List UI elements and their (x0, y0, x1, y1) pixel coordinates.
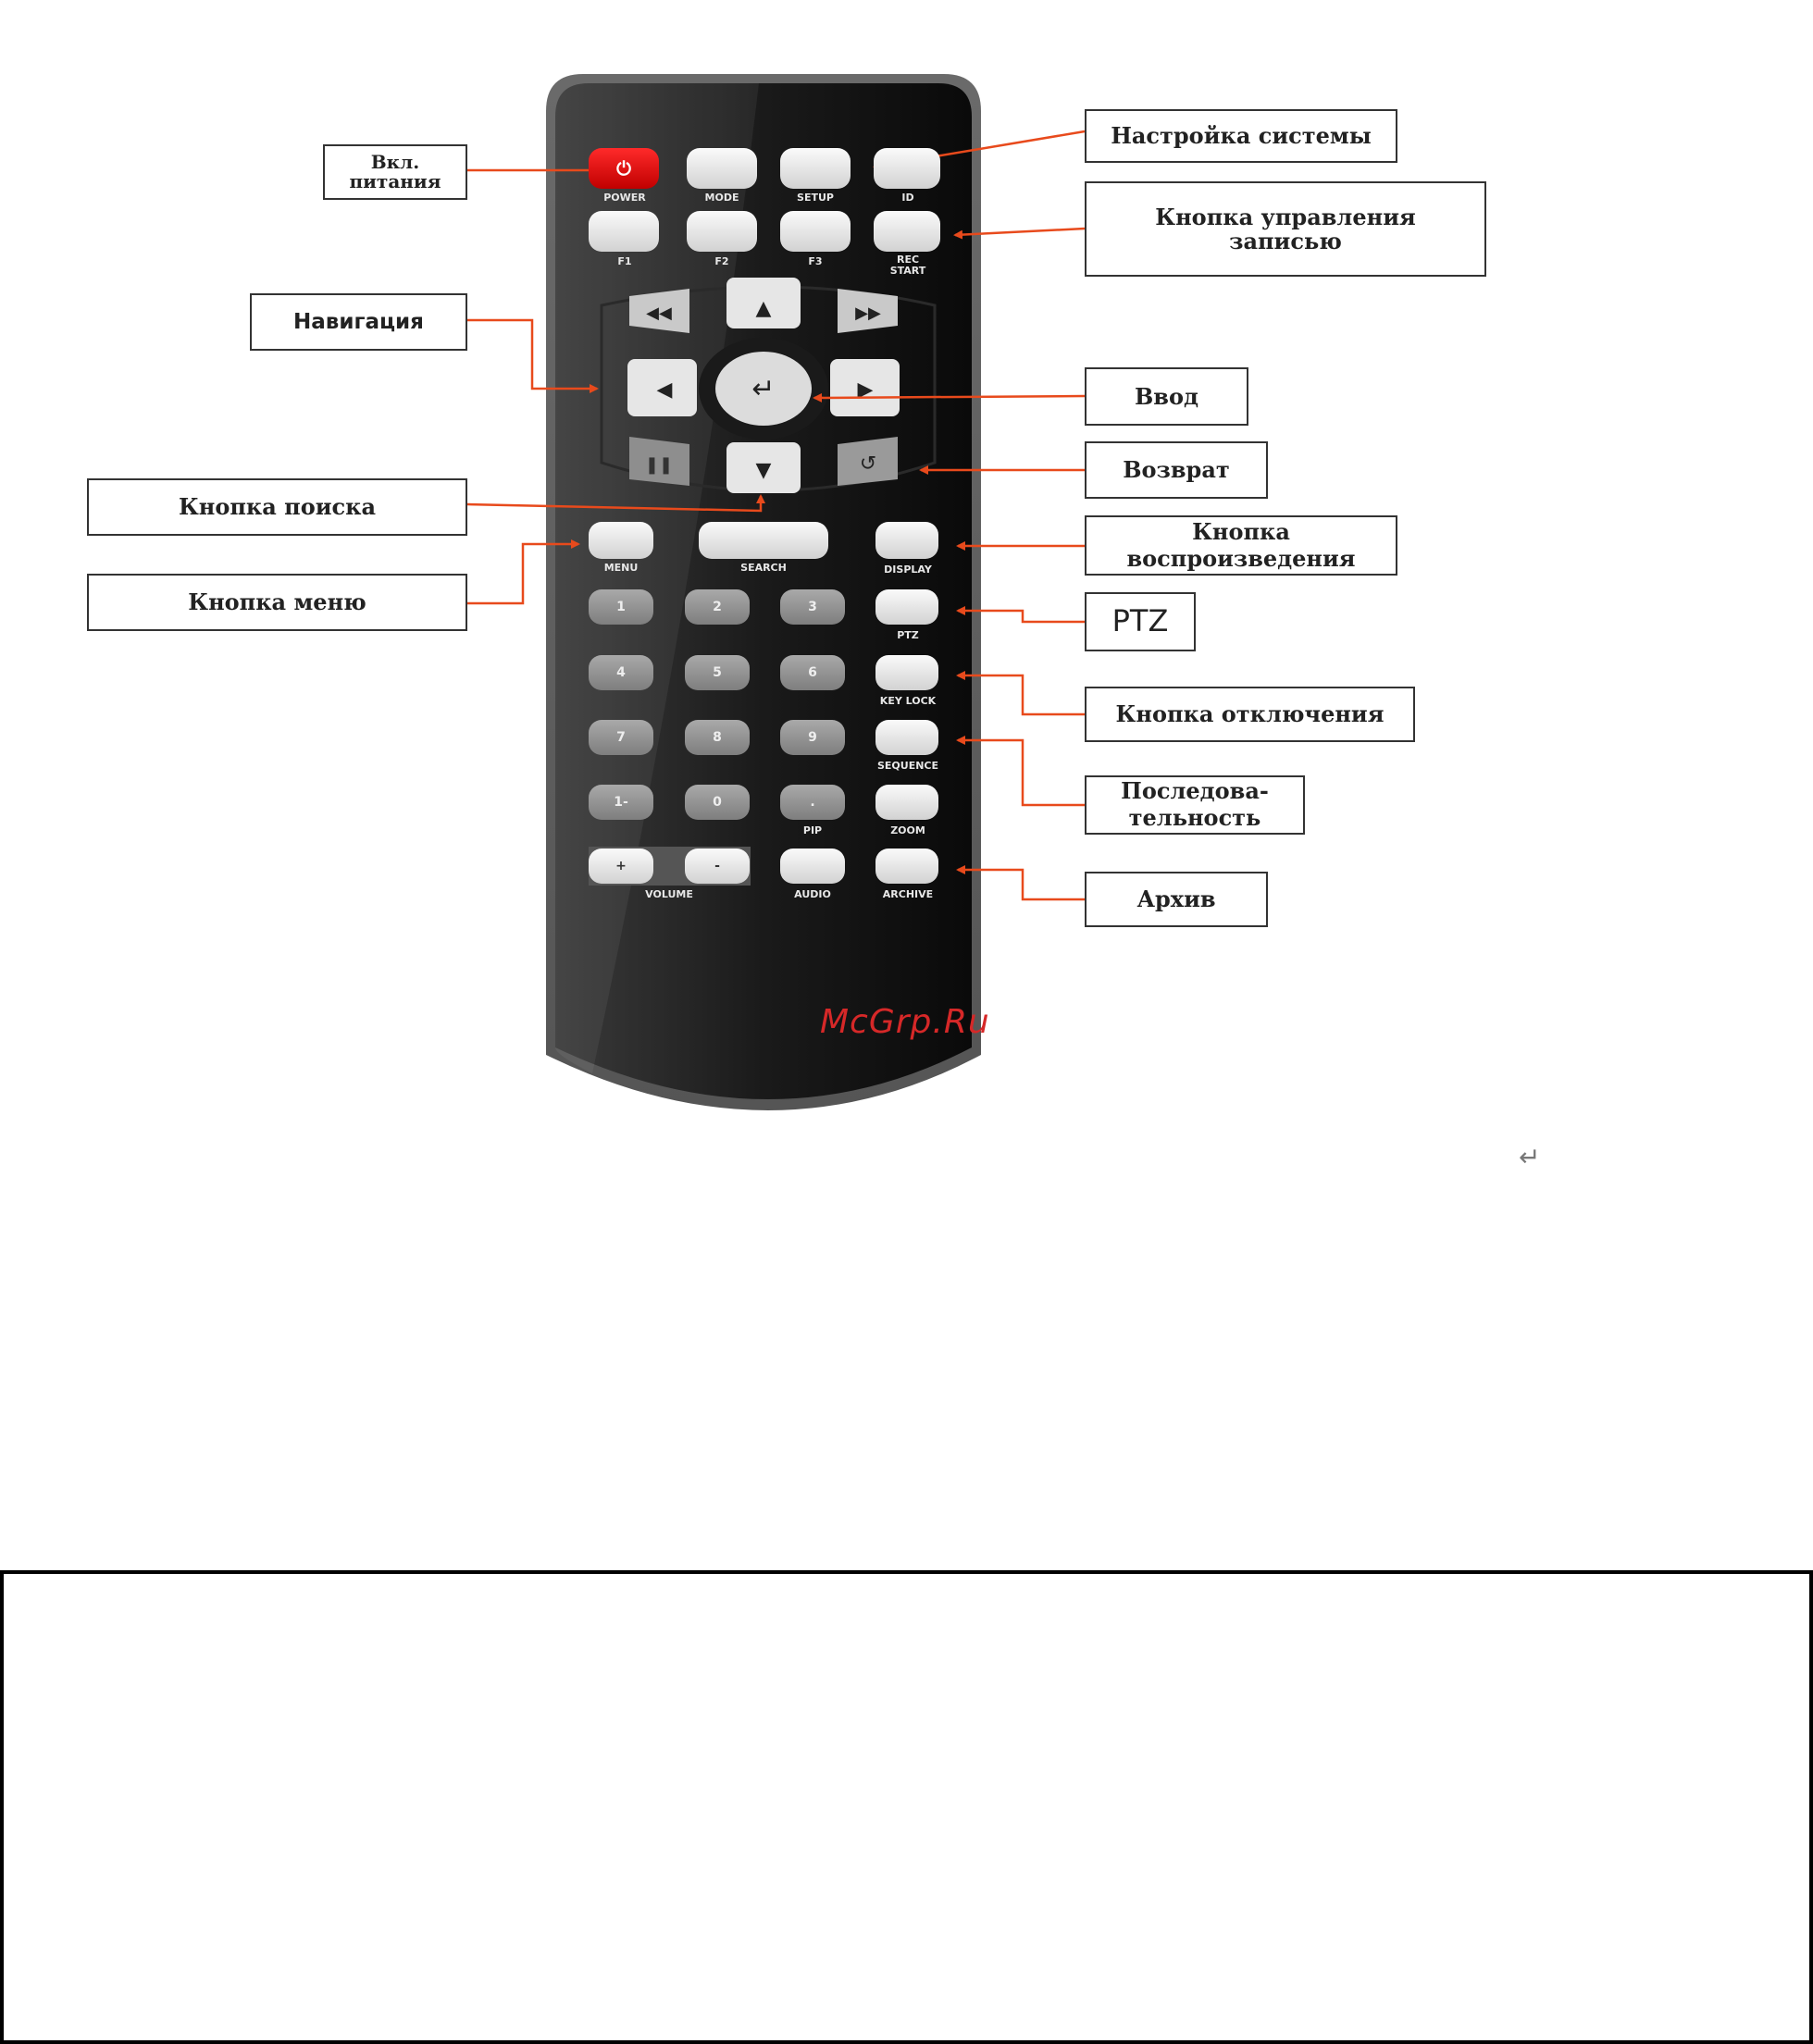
num-9-button[interactable]: 9 (780, 720, 845, 755)
audio-button[interactable] (780, 849, 845, 884)
search-label: SEARCH (740, 562, 787, 574)
display-button[interactable] (875, 522, 938, 559)
callout-enter: Ввод (1085, 367, 1248, 426)
callout-navigation: Навигация (250, 293, 467, 351)
pip-button[interactable]: . (780, 785, 845, 820)
ptz-button[interactable] (875, 589, 938, 625)
rewind-icon: ◀◀ (646, 304, 672, 323)
zoom-label: ZOOM (890, 824, 925, 836)
power-label: POWER (603, 192, 646, 204)
f2-button[interactable] (687, 211, 757, 252)
f1-button[interactable] (589, 211, 659, 252)
watermark: McGrp.Ru (820, 1003, 990, 1041)
archive-button[interactable] (875, 849, 938, 884)
fast-forward-icon: ▶▶ (855, 304, 881, 323)
setup-button[interactable] (780, 148, 851, 189)
mode-label: MODE (704, 192, 739, 204)
key-lock-label: KEY LOCK (879, 695, 937, 707)
f2-label: F2 (714, 255, 729, 267)
id-label: ID (901, 192, 914, 204)
callout-menu: Кнопка меню (87, 574, 467, 631)
num-4-button[interactable]: 4 (589, 655, 653, 690)
pip-label: PIP (802, 824, 823, 836)
volume-plus-button[interactable]: + (589, 849, 653, 884)
num-2-button[interactable]: 2 (685, 589, 750, 625)
f3-label: F3 (808, 255, 823, 267)
mode-button[interactable] (687, 148, 757, 189)
volume-minus-button[interactable]: - (685, 849, 750, 884)
empty-frame (0, 1570, 1813, 2044)
callout-ptz: PTZ (1085, 592, 1196, 651)
search-button[interactable] (699, 522, 828, 559)
callout-sequence: Последова- тельность (1085, 775, 1305, 835)
menu-button[interactable] (589, 522, 653, 559)
power-button[interactable]: ⏻ (589, 148, 659, 189)
num-5-button[interactable]: 5 (685, 655, 750, 690)
num-10-button[interactable]: 1- (589, 785, 653, 820)
num-3-button[interactable]: 3 (780, 589, 845, 625)
rec-start-label: REC START (889, 254, 926, 277)
nav-right-icon: ▶ (857, 378, 874, 402)
volume-label: VOLUME (645, 888, 693, 900)
return-mark-icon: ↵ (1519, 1142, 1541, 1172)
ptz-label: PTZ (897, 629, 919, 641)
num-0-button[interactable]: 0 (685, 785, 750, 820)
f1-label: F1 (617, 255, 632, 267)
nav-left-icon: ◀ (656, 378, 673, 402)
menu-label: MENU (603, 562, 639, 574)
callout-playback: Кнопка воспроизведения (1085, 515, 1397, 576)
sequence-label: SEQUENCE (876, 760, 939, 772)
callout-search: Кнопка поиска (87, 478, 467, 536)
callout-return: Возврат (1085, 441, 1268, 499)
nav-up-icon: ▲ (755, 297, 772, 320)
rec-start-button[interactable] (874, 211, 940, 252)
sequence-button[interactable] (875, 720, 938, 755)
enter-icon: ↵ (751, 373, 776, 405)
num-8-button[interactable]: 8 (685, 720, 750, 755)
id-button[interactable] (874, 148, 940, 189)
callout-system-setup: Настройка системы (1085, 109, 1397, 163)
num-7-button[interactable]: 7 (589, 720, 653, 755)
display-label: DISPLAY (884, 564, 932, 576)
callout-key-lock: Кнопка отключения (1085, 687, 1415, 742)
callout-power: Вкл. питания (323, 144, 467, 200)
callout-archive: Архив (1085, 872, 1268, 927)
callout-record-control: Кнопка управления записью (1085, 181, 1486, 277)
zoom-button[interactable] (875, 785, 938, 820)
return-icon: ↺ (859, 452, 877, 476)
key-lock-button[interactable] (875, 655, 938, 690)
nav-down-icon: ▼ (755, 459, 772, 482)
setup-label: SETUP (797, 192, 834, 204)
archive-label: ARCHIVE (882, 888, 934, 900)
f3-button[interactable] (780, 211, 851, 252)
num-1-button[interactable]: 1 (589, 589, 653, 625)
num-6-button[interactable]: 6 (780, 655, 845, 690)
audio-label: AUDIO (794, 888, 831, 900)
pause-icon: ❚❚ (644, 455, 674, 475)
